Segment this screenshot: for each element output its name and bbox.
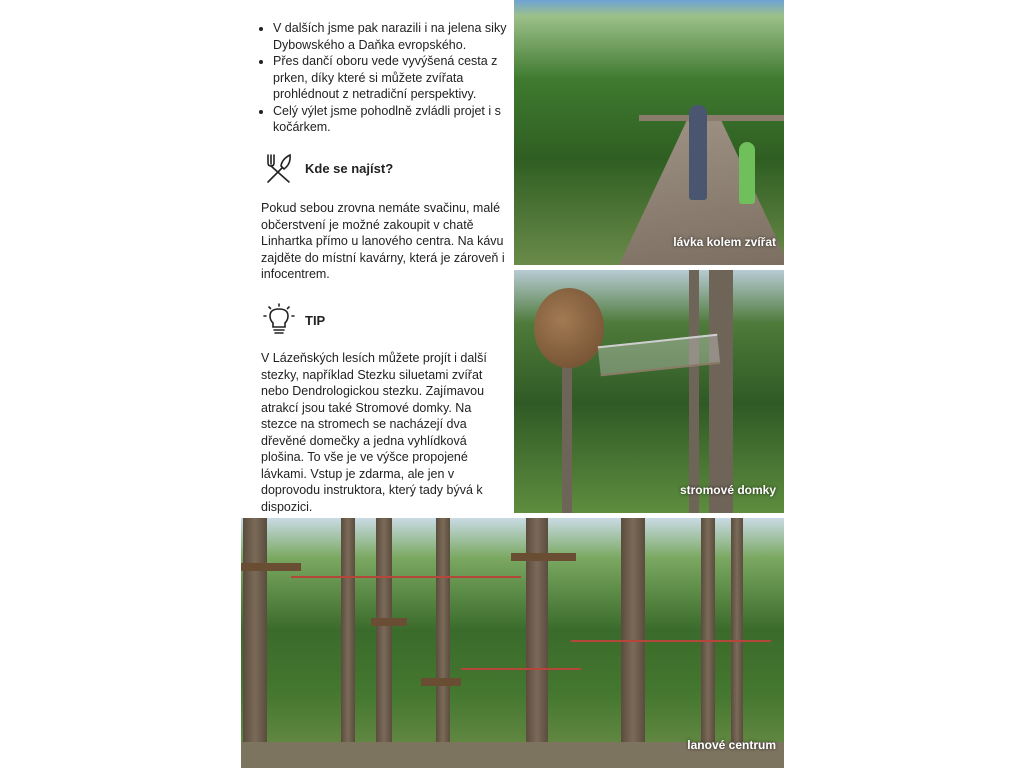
tree-trunk — [436, 518, 450, 768]
treehouse-pod — [534, 288, 604, 368]
lightbulb-icon — [261, 302, 297, 338]
tree-trunk — [562, 360, 572, 513]
tip-text: V Lázeňských lesích můžete projít i další stezky, například Stezku siluetami zvířat nebo Dendrologickou stezku. Zajímavou atrakcí jsou také Stromové domky. Na stezce na stromech se nacházejí dva dřevěné domečky a jedna vyhlídková plošina. To vše je ve výšce propojené lávkami. Vstup je zdarma, ale jen v doprovodu instruktora, který tady bývá k dispozici. — [261, 351, 487, 514]
tree-trunk — [341, 518, 355, 768]
photo-ropepark — [241, 518, 784, 768]
caption-ropepark: lanové centrum — [687, 738, 776, 752]
eat-text: Pokud sebou zrovna nemáte svačinu, malé občerstvení je možné zakoupit v chatě Linhartka přímo u lanového centra. Na kávu zajděte do místní kavárny, která je zároveň i infocentrem. — [261, 201, 505, 281]
bullet-list — [255, 20, 513, 136]
photo-walkway — [514, 0, 784, 265]
rope-bridge — [598, 334, 720, 376]
platform — [241, 563, 301, 571]
bullet-item: • V dalších jsme pak narazili i na jelena siky Dybowského a Daňka evropského. — [273, 20, 513, 53]
person-adult — [689, 105, 707, 200]
caption-treehouses: stromové domky — [679, 483, 776, 497]
rope-line — [291, 576, 521, 578]
tip-heading — [261, 302, 325, 338]
tree-trunk — [243, 518, 267, 768]
eat-title: Kde se najíst? — [305, 160, 394, 176]
caption-walkway: lávka kolem zvířat — [673, 235, 776, 249]
bullet-item: • Přes dančí oboru vede vyvýšená cesta z prken, díky které si můžete zvířata prohlédnout z netradiční perspektivy. — [273, 53, 513, 103]
tree-trunk — [701, 518, 715, 768]
rope-line — [571, 640, 771, 642]
eat-heading — [261, 150, 393, 186]
fork-knife-icon — [261, 150, 297, 186]
rope-line — [461, 668, 581, 670]
photo-treehouses — [514, 270, 784, 513]
tree-trunk — [709, 270, 733, 513]
tree-trunk — [621, 518, 645, 768]
text-column — [241, 0, 513, 515]
platform — [511, 553, 576, 561]
tree-trunk — [376, 518, 392, 768]
platform — [371, 618, 407, 626]
tree-trunk — [731, 518, 743, 768]
tree-trunk — [689, 270, 699, 513]
platform — [421, 678, 461, 686]
walkway-rail — [639, 115, 784, 121]
person-child — [739, 142, 755, 204]
tip-title: TIP — [305, 312, 326, 328]
bullet-item: • Celý výlet jsme pohodlně zvládli projet i s kočárkem. — [273, 103, 513, 136]
